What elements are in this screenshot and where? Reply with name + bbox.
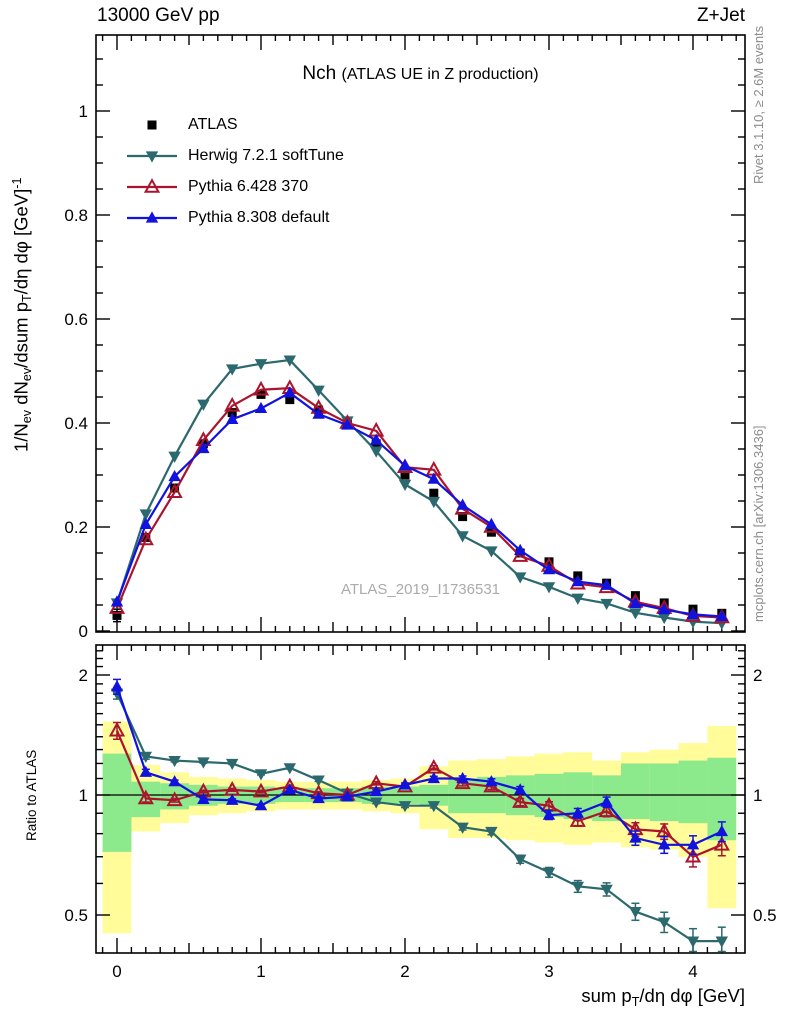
legend-marker-tri-up-icon bbox=[126, 209, 178, 227]
svg-text:4: 4 bbox=[688, 962, 698, 981]
legend-marker-tri-up-open-icon bbox=[126, 178, 178, 196]
svg-text:0.2: 0.2 bbox=[64, 518, 88, 537]
legend-entry-3 bbox=[126, 202, 344, 233]
svg-text:3: 3 bbox=[544, 962, 554, 981]
svg-text:0: 0 bbox=[78, 622, 88, 641]
svg-text:0: 0 bbox=[112, 962, 122, 981]
svg-text:1: 1 bbox=[753, 786, 763, 805]
legend-label: ATLAS bbox=[188, 115, 238, 133]
legend-marker-tri-down-icon bbox=[126, 147, 178, 165]
main-y-tick-labels bbox=[64, 102, 88, 641]
legend-label: Herwig 7.2.1 softTune bbox=[188, 146, 344, 164]
plot-title-main: Nch bbox=[302, 63, 337, 84]
svg-text:0.8: 0.8 bbox=[64, 206, 88, 225]
svg-text:2: 2 bbox=[78, 666, 88, 685]
legend-entry-0 bbox=[126, 109, 344, 140]
legend-entry-2 bbox=[126, 171, 344, 202]
svg-text:0.5: 0.5 bbox=[753, 906, 777, 925]
mcplots-reference-note: mcplots.cern.ch [arXiv:1306.3436] bbox=[751, 425, 766, 622]
svg-text:1: 1 bbox=[78, 102, 88, 121]
uncertainty-bands bbox=[103, 721, 737, 933]
legend-marker-square-icon bbox=[126, 116, 178, 134]
legend-label: Pythia 6.428 370 bbox=[188, 177, 309, 195]
beam-energy-label: 13000 GeV pp bbox=[97, 5, 220, 26]
svg-text:1: 1 bbox=[78, 786, 88, 805]
svg-text:1: 1 bbox=[256, 962, 266, 981]
legend bbox=[126, 109, 344, 233]
rivet-version-note: Rivet 3.1.10, ≥ 2.6M events bbox=[751, 25, 766, 184]
svg-text:0.5: 0.5 bbox=[64, 906, 88, 925]
x-tick-labels bbox=[112, 962, 697, 981]
svg-text:0.6: 0.6 bbox=[64, 310, 88, 329]
y-axis-title: $1/N_{ev}$ $dN_{ev}$/dsum $p_T/d\eta$ dφ [GeV]$^{-1}$ bbox=[10, 177, 35, 452]
plot-title bbox=[96, 63, 745, 85]
svg-text:2: 2 bbox=[400, 962, 410, 981]
svg-text:0.4: 0.4 bbox=[64, 414, 88, 433]
process-label: Z+Jet bbox=[696, 5, 745, 26]
plot-title-sub: (ATLAS UE in Z production) bbox=[341, 66, 539, 83]
analysis-watermark: ATLAS_2019_I1736531 bbox=[340, 581, 501, 598]
ratio-axis-title: Ratio to ATLAS bbox=[24, 749, 39, 841]
legend-entry-1 bbox=[126, 140, 344, 171]
x-axis-title: sum $p_T/d\eta$ dφ [GeV] bbox=[581, 985, 745, 1009]
legend-label: Pythia 8.308 default bbox=[188, 208, 330, 226]
svg-text:2: 2 bbox=[753, 666, 763, 685]
